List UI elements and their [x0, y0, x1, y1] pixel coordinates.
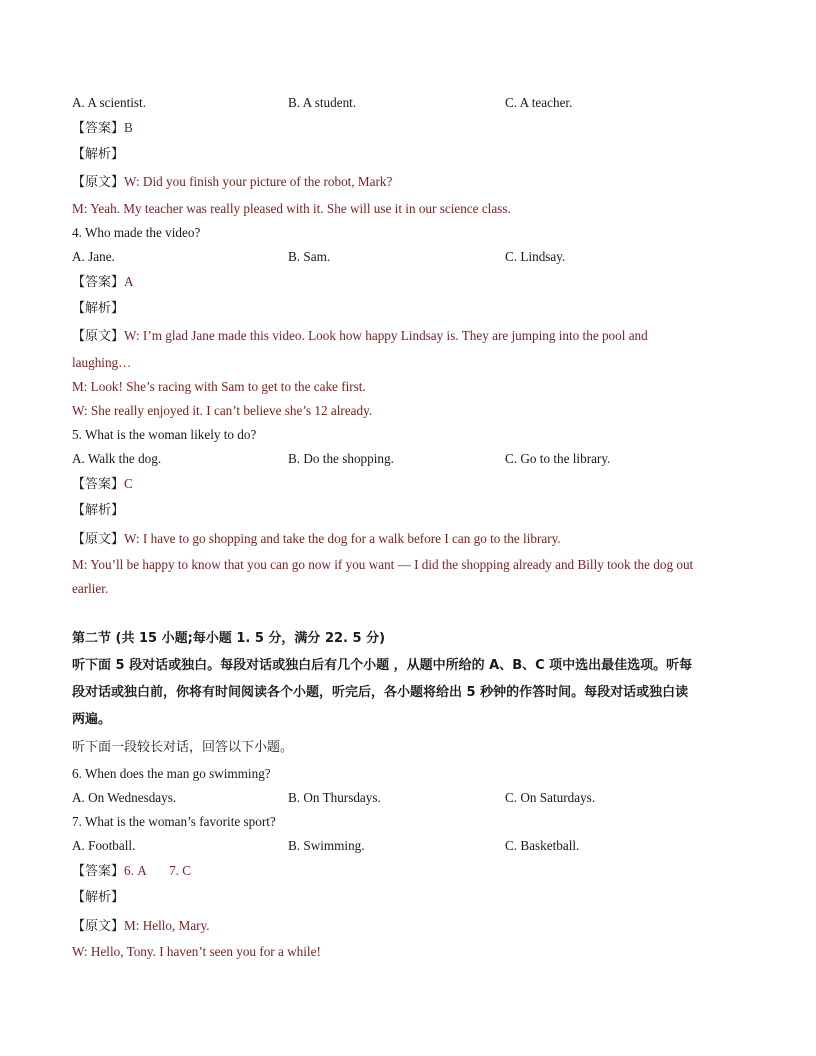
answer-value: B — [124, 120, 133, 135]
q67-transcript-line-1 — [72, 918, 210, 935]
q4-answer-line — [72, 274, 134, 291]
original-tag: 【原文】 — [72, 919, 125, 934]
q3-analysis-tag: 【解析】 — [72, 147, 125, 162]
q4-transcript-line-1 — [72, 328, 648, 345]
q67-analysis-tag: 【解析】 — [72, 890, 125, 905]
q6-question: 6. When does the man go swimming? — [72, 766, 271, 781]
q6-option-b: B. On Thursdays. — [288, 790, 381, 805]
q7-option-b: B. Swimming. — [288, 838, 365, 853]
transcript-text: W: I’m glad Jane made this video. Look how happy Lindsay is. They are jumping into the pool and — [124, 328, 648, 343]
q5-option-a: A. Walk the dog. — [72, 451, 162, 466]
section-instructions-line-2: 段对话或独白前，你将有时间阅读各个小题，听完后，各小题将给出 5 秒钟的作答时间。每段对话或独白读 — [72, 685, 689, 700]
q3-option-a: A. A scientist. — [72, 95, 146, 110]
q5-option-c: C. Go to the library. — [505, 451, 611, 466]
transcript-text: W: I have to go shopping and take the dog for a walk before I can go to the library. — [124, 531, 561, 546]
q5-transcript-line-3: earlier. — [72, 581, 109, 596]
section-instructions-line-3: 两遍。 — [72, 712, 112, 727]
q5-transcript-line-1 — [72, 531, 561, 548]
q7-option-c: C. Basketball. — [505, 838, 580, 853]
q7-option-a: A. Football. — [72, 838, 136, 853]
q67-transcript-line-2: W: Hello, Tony. I haven’t seen you for a while! — [72, 944, 321, 959]
q5-option-b: B. Do the shopping. — [288, 451, 394, 466]
answer-tag: 【答案】 — [72, 121, 125, 136]
answer-value: 6. A 7. C — [124, 863, 192, 878]
q5-answer-line — [72, 476, 133, 493]
section-instructions-line-1: 听下面 5 段对话或独白。每段对话或独白后有几个小题 ，从题中所给的 A、B、C 项中选出最佳选项。听每 — [72, 658, 693, 673]
transcript-text: W: Did you finish your picture of the robot, Mark? — [124, 174, 393, 189]
q4-option-c: C. Lindsay. — [505, 249, 566, 264]
q3-transcript-line-2: M: Yeah. My teacher was really pleased with it. She will use it in our science class. — [72, 201, 511, 216]
q4-transcript-line-2: laughing… — [72, 355, 132, 370]
q4-transcript-line-3: M: Look! She’s racing with Sam to get to the cake first. — [72, 379, 366, 394]
q5-question: 5. What is the woman likely to do? — [72, 427, 257, 442]
answer-tag: 【答案】 — [72, 275, 125, 290]
q3-option-b: B. A student. — [288, 95, 357, 110]
q4-option-b: B. Sam. — [288, 249, 331, 264]
section-heading: 第二节 (共 15 小题;每小题 1. 5 分，满分 22. 5 分) — [72, 631, 386, 646]
q4-option-a: A. Jane. — [72, 249, 115, 264]
q4-question: 4. Who made the video? — [72, 225, 201, 240]
q6-option-a: A. On Wednesdays. — [72, 790, 177, 805]
original-tag: 【原文】 — [72, 329, 125, 344]
answer-tag: 【答案】 — [72, 477, 125, 492]
q4-analysis-tag: 【解析】 — [72, 301, 125, 316]
q5-transcript-line-2: M: You’ll be happy to know that you can go now if you want — I did the shopping already and Billy took the dog out — [72, 557, 694, 572]
answer-value: C — [124, 476, 133, 491]
q4-transcript-line-4: W: She really enjoyed it. I can’t believe she’s 12 already. — [72, 403, 373, 418]
transcript-text: M: Hello, Mary. — [124, 918, 210, 933]
q3-answer-line — [72, 120, 133, 137]
q67-answer-line — [72, 863, 191, 880]
q3-option-c: C. A teacher. — [505, 95, 573, 110]
sub-intro: 听下面一段较长对话，回答以下小题。 — [72, 740, 294, 755]
answer-tag: 【答案】 — [72, 864, 125, 879]
q5-analysis-tag: 【解析】 — [72, 503, 125, 518]
answer-value: A — [124, 274, 134, 289]
original-tag: 【原文】 — [72, 175, 125, 190]
q3-transcript-line-1 — [72, 174, 392, 191]
original-tag: 【原文】 — [72, 532, 125, 547]
q6-option-c: C. On Saturdays. — [505, 790, 596, 805]
q7-question: 7. What is the woman’s favorite sport? — [72, 814, 276, 829]
